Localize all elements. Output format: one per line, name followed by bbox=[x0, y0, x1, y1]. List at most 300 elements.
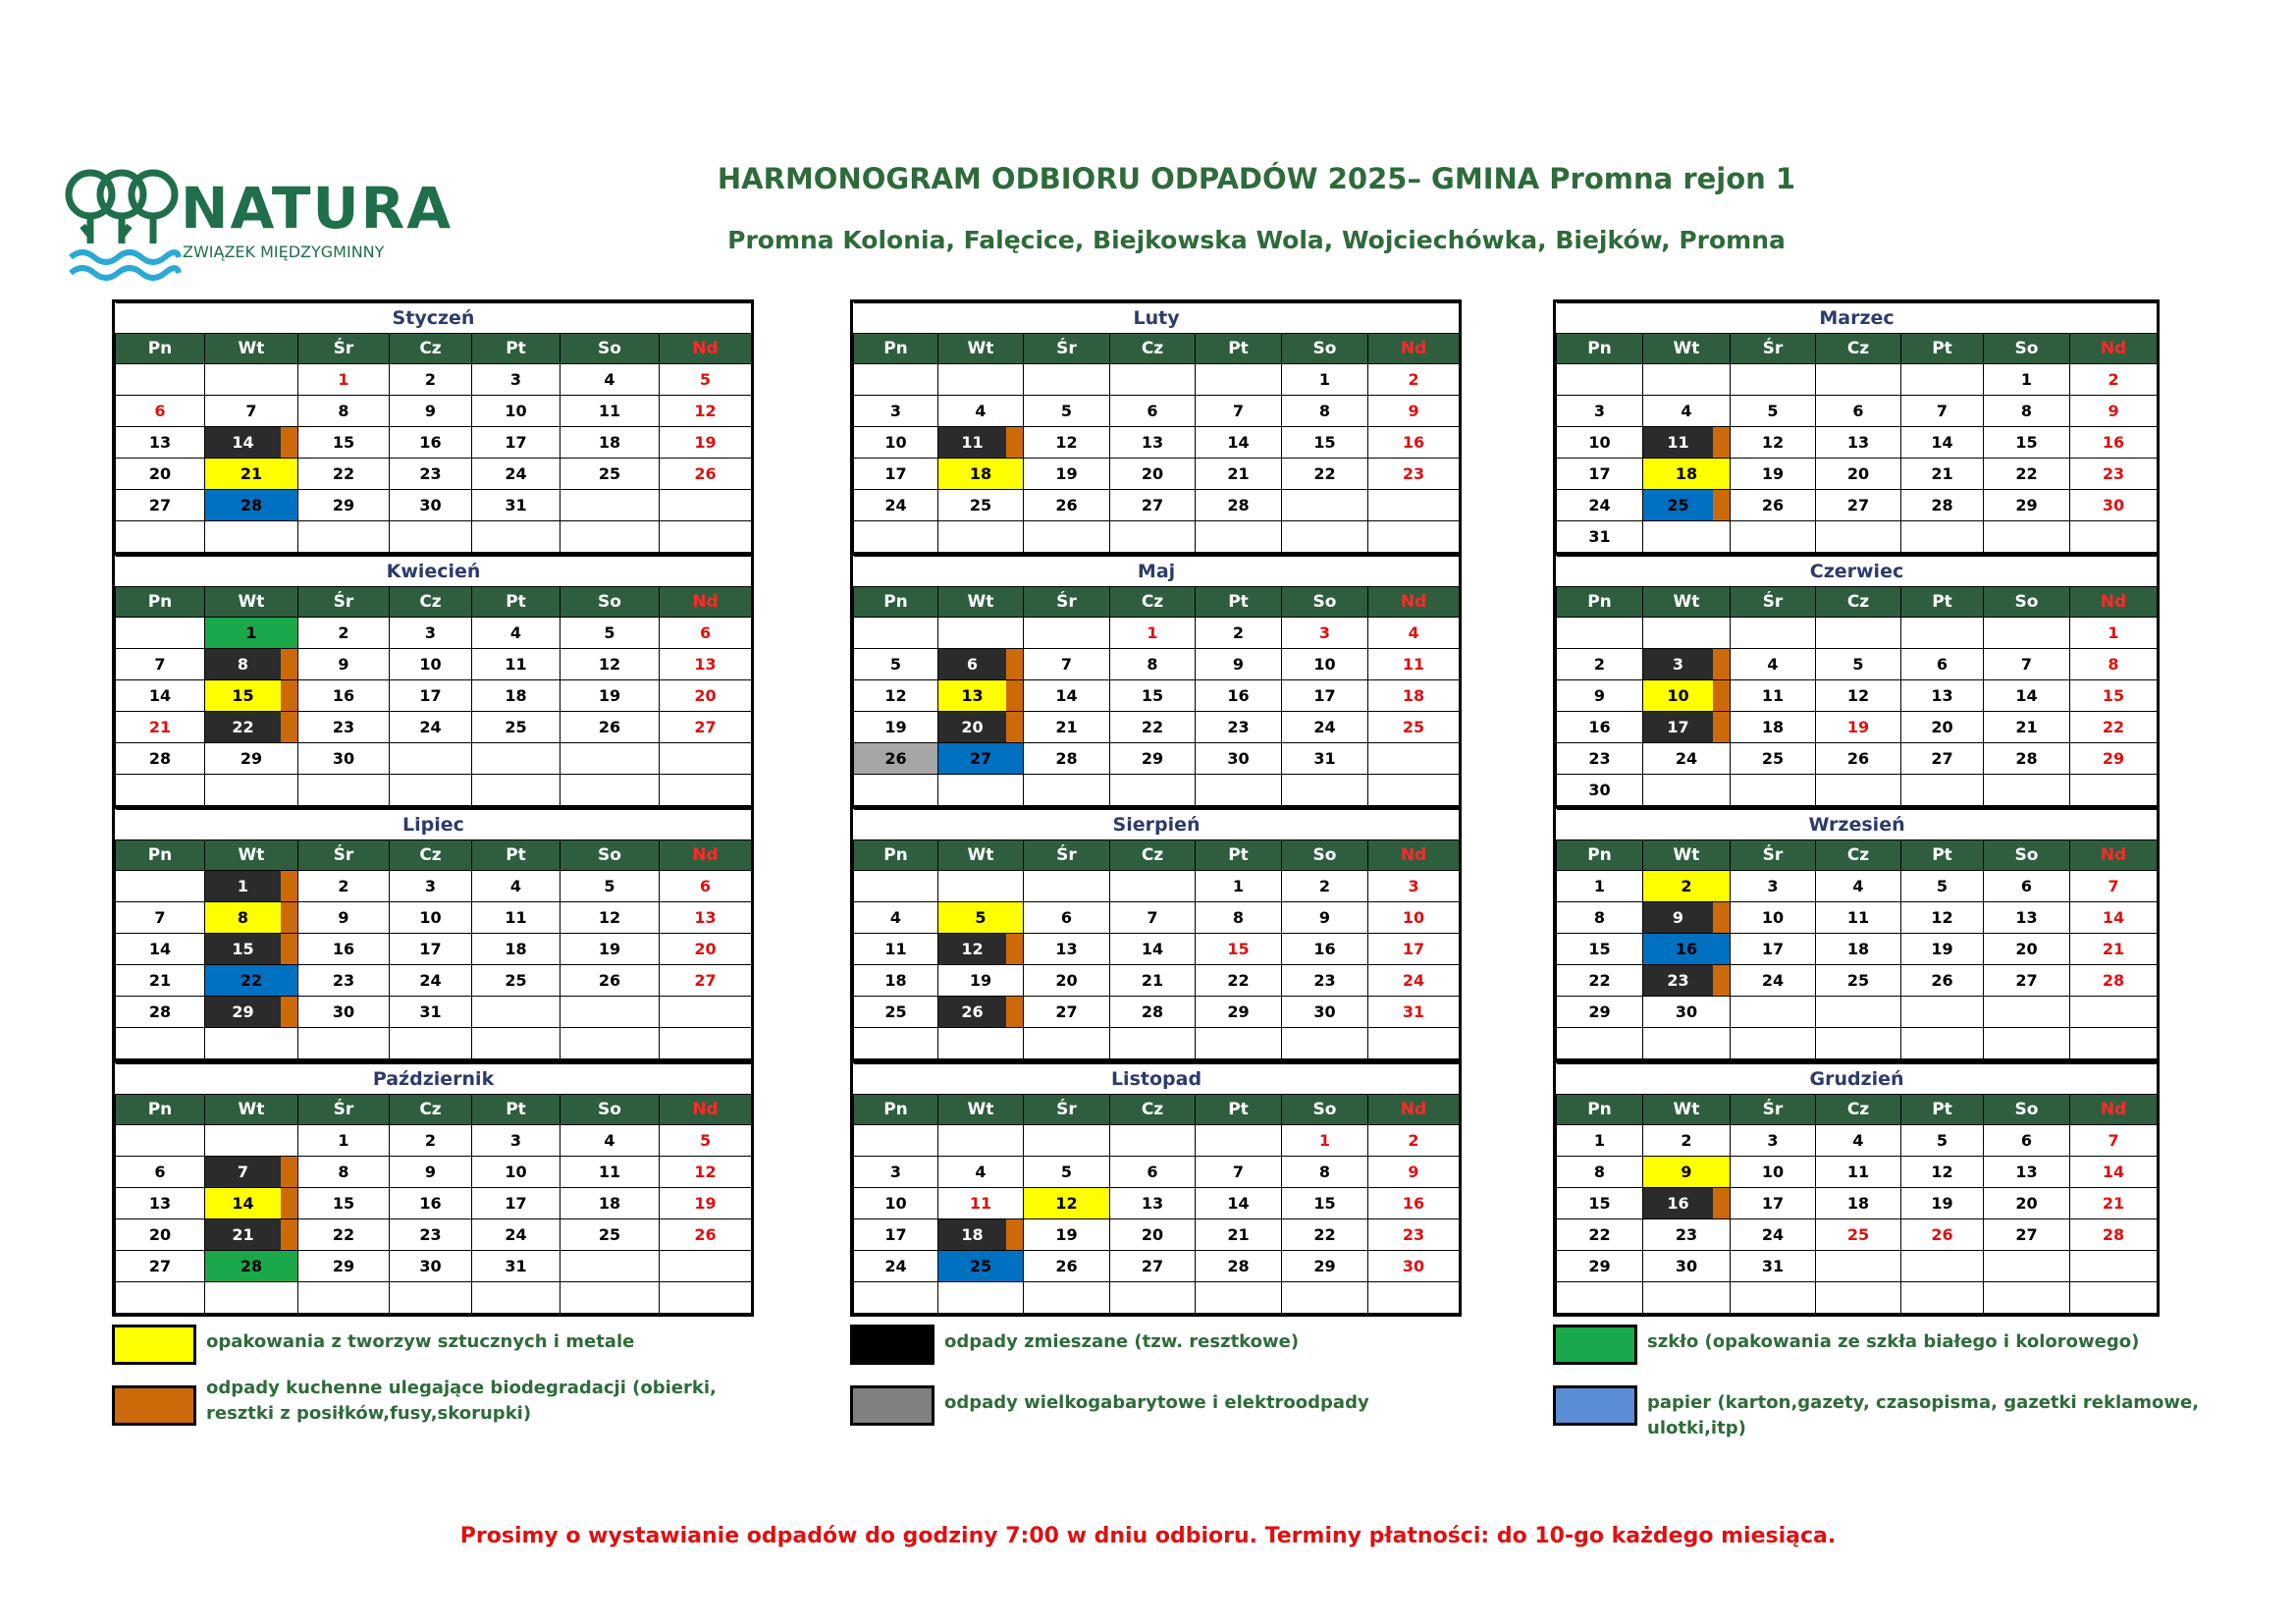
day-cell bbox=[938, 618, 1024, 649]
day-cell bbox=[1557, 618, 1643, 649]
day-cell: 2 bbox=[1368, 1125, 1460, 1157]
day-cell: 8 bbox=[298, 1157, 390, 1188]
day-cell: 27 bbox=[1024, 997, 1110, 1028]
day-cell: 13 bbox=[660, 902, 752, 934]
day-cell: 15 bbox=[1984, 427, 2070, 459]
day-cell: 31 bbox=[472, 1251, 561, 1282]
day-cell: 29 bbox=[1282, 1251, 1368, 1282]
day-cell: 11 bbox=[1731, 680, 1816, 712]
day-cell bbox=[1901, 364, 1984, 396]
pickup-day-cell: 28 bbox=[205, 490, 298, 521]
day-cell bbox=[1731, 1282, 1816, 1314]
day-cell: 4 bbox=[472, 618, 561, 649]
day-cell bbox=[938, 1028, 1024, 1059]
weekday-header: Śr bbox=[1731, 334, 1816, 364]
weekday-header: Nd bbox=[1368, 587, 1460, 618]
day-cell: 27 bbox=[116, 490, 205, 521]
day-cell: 9 bbox=[298, 649, 390, 680]
day-cell bbox=[561, 521, 660, 553]
weekday-header: Wt bbox=[1643, 334, 1731, 364]
pickup-day-cell: 18 bbox=[938, 1219, 1024, 1251]
day-cell: 30 bbox=[298, 743, 390, 775]
weekday-header: So bbox=[561, 334, 660, 364]
weekday-header: Pt bbox=[1196, 587, 1282, 618]
day-cell: 30 bbox=[390, 1251, 472, 1282]
day-cell: 6 bbox=[116, 396, 205, 427]
day-cell: 17 bbox=[1731, 1188, 1816, 1219]
weekday-header: Śr bbox=[298, 334, 390, 364]
day-cell bbox=[1110, 521, 1196, 553]
day-cell: 25 bbox=[1816, 965, 1901, 997]
weekday-header: Pn bbox=[1557, 1095, 1643, 1125]
weekday-header: Pt bbox=[1901, 840, 1984, 871]
weekday-header: Wt bbox=[1643, 587, 1731, 618]
day-cell bbox=[854, 1282, 938, 1314]
page-title: HARMONOGRAM ODBIORU ODPADÓW 2025– GMINA Promna rejon 1 bbox=[717, 162, 1796, 195]
legend-swatch bbox=[112, 1385, 196, 1426]
pickup-day-cell: 26 bbox=[854, 743, 938, 775]
day-cell: 12 bbox=[1816, 680, 1901, 712]
day-cell: 13 bbox=[116, 427, 205, 459]
pickup-day-cell: 8 bbox=[205, 649, 298, 680]
day-cell bbox=[116, 1282, 205, 1314]
day-cell bbox=[1731, 775, 1816, 806]
day-cell: 4 bbox=[938, 1157, 1024, 1188]
day-cell bbox=[1816, 1282, 1901, 1314]
day-cell: 22 bbox=[1196, 965, 1282, 997]
day-cell: 3 bbox=[854, 1157, 938, 1188]
day-cell: 8 bbox=[298, 396, 390, 427]
day-cell bbox=[1196, 521, 1282, 553]
weekday-header: Cz bbox=[1110, 334, 1196, 364]
day-cell: 19 bbox=[660, 427, 752, 459]
day-cell: 11 bbox=[472, 902, 561, 934]
day-cell bbox=[2070, 1282, 2158, 1314]
day-cell: 3 bbox=[1557, 396, 1643, 427]
day-cell bbox=[1196, 1125, 1282, 1157]
pickup-day-cell: 18 bbox=[1643, 459, 1731, 490]
day-cell: 2 bbox=[298, 618, 390, 649]
day-cell: 16 bbox=[298, 680, 390, 712]
day-cell: 14 bbox=[1901, 427, 1984, 459]
pickup-day-cell: 18 bbox=[938, 459, 1024, 490]
day-cell: 2 bbox=[390, 364, 472, 396]
day-cell bbox=[1731, 364, 1816, 396]
day-cell bbox=[1816, 997, 1901, 1028]
pickup-day-cell: 26 bbox=[938, 997, 1024, 1028]
day-cell: 2 bbox=[1196, 618, 1282, 649]
day-cell bbox=[1368, 775, 1460, 806]
day-cell: 22 bbox=[1282, 459, 1368, 490]
day-cell: 11 bbox=[938, 1188, 1024, 1219]
day-cell bbox=[1282, 775, 1368, 806]
day-cell: 16 bbox=[1196, 680, 1282, 712]
day-cell: 17 bbox=[854, 459, 938, 490]
day-cell: 17 bbox=[1557, 459, 1643, 490]
day-cell: 18 bbox=[472, 934, 561, 965]
day-cell: 6 bbox=[660, 618, 752, 649]
day-cell: 29 bbox=[205, 743, 298, 775]
weekday-header: Pt bbox=[1196, 840, 1282, 871]
day-cell: 18 bbox=[561, 427, 660, 459]
day-cell: 22 bbox=[298, 1219, 390, 1251]
day-cell: 20 bbox=[1110, 459, 1196, 490]
weekday-header: Śr bbox=[1024, 840, 1110, 871]
day-cell: 30 bbox=[1282, 997, 1368, 1028]
day-cell: 21 bbox=[1024, 712, 1110, 743]
day-cell: 7 bbox=[116, 902, 205, 934]
pickup-day-cell: 25 bbox=[1643, 490, 1731, 521]
day-cell: 21 bbox=[116, 965, 205, 997]
day-cell: 21 bbox=[2070, 1188, 2158, 1219]
weekday-header: Śr bbox=[1024, 1095, 1110, 1125]
day-cell bbox=[1643, 618, 1731, 649]
day-cell: 1 bbox=[1110, 618, 1196, 649]
day-cell bbox=[1196, 775, 1282, 806]
day-cell bbox=[1110, 1028, 1196, 1059]
day-cell: 30 bbox=[2070, 490, 2158, 521]
month-name: Listopad bbox=[854, 1064, 1460, 1095]
day-cell: 15 bbox=[1282, 427, 1368, 459]
day-cell bbox=[1368, 1028, 1460, 1059]
weekday-header: Śr bbox=[298, 587, 390, 618]
day-cell: 2 bbox=[1557, 649, 1643, 680]
day-cell bbox=[561, 1028, 660, 1059]
day-cell: 17 bbox=[472, 427, 561, 459]
day-cell: 22 bbox=[2070, 712, 2158, 743]
day-cell: 4 bbox=[1731, 649, 1816, 680]
weekday-header: Pn bbox=[116, 587, 205, 618]
weekday-header: Wt bbox=[205, 587, 298, 618]
pickup-day-cell: 15 bbox=[205, 934, 298, 965]
day-cell: 8 bbox=[1557, 1157, 1643, 1188]
day-cell bbox=[2070, 521, 2158, 553]
day-cell: 3 bbox=[854, 396, 938, 427]
day-cell bbox=[1984, 1282, 2070, 1314]
pickup-day-cell: 12 bbox=[1024, 1188, 1110, 1219]
month-name: Październik bbox=[116, 1064, 752, 1095]
day-cell: 19 bbox=[938, 965, 1024, 997]
month-calendar bbox=[850, 806, 1462, 1062]
day-cell: 23 bbox=[1368, 459, 1460, 490]
day-cell: 20 bbox=[116, 1219, 205, 1251]
day-cell: 24 bbox=[1731, 1219, 1816, 1251]
pickup-day-cell: 14 bbox=[205, 1188, 298, 1219]
day-cell: 16 bbox=[390, 427, 472, 459]
pickup-day-cell: 12 bbox=[938, 934, 1024, 965]
day-cell: 18 bbox=[1816, 1188, 1901, 1219]
day-cell: 27 bbox=[1984, 1219, 2070, 1251]
weekday-header: Cz bbox=[1816, 1095, 1901, 1125]
day-cell: 18 bbox=[472, 680, 561, 712]
day-cell: 23 bbox=[298, 712, 390, 743]
day-cell: 20 bbox=[1024, 965, 1110, 997]
day-cell bbox=[116, 871, 205, 902]
pickup-day-cell: 9 bbox=[1643, 902, 1731, 934]
day-cell: 18 bbox=[1368, 680, 1460, 712]
weekday-header: So bbox=[561, 840, 660, 871]
day-cell bbox=[561, 775, 660, 806]
day-cell bbox=[116, 1125, 205, 1157]
day-cell: 2 bbox=[2070, 364, 2158, 396]
day-cell: 28 bbox=[1901, 490, 1984, 521]
day-cell: 5 bbox=[1731, 396, 1816, 427]
day-cell: 17 bbox=[1731, 934, 1816, 965]
day-cell: 5 bbox=[561, 871, 660, 902]
day-cell bbox=[1901, 997, 1984, 1028]
day-cell: 1 bbox=[1557, 871, 1643, 902]
month-calendar bbox=[1553, 553, 2160, 809]
day-cell: 13 bbox=[1024, 934, 1110, 965]
pickup-day-cell: 22 bbox=[205, 965, 298, 997]
day-cell: 4 bbox=[938, 396, 1024, 427]
day-cell: 9 bbox=[1196, 649, 1282, 680]
day-cell: 11 bbox=[561, 396, 660, 427]
day-cell: 26 bbox=[561, 965, 660, 997]
day-cell: 7 bbox=[205, 396, 298, 427]
day-cell: 12 bbox=[854, 680, 938, 712]
day-cell: 14 bbox=[116, 680, 205, 712]
pickup-day-cell: 20 bbox=[938, 712, 1024, 743]
day-cell bbox=[1024, 871, 1110, 902]
day-cell bbox=[472, 521, 561, 553]
day-cell bbox=[1282, 1282, 1368, 1314]
day-cell bbox=[116, 521, 205, 553]
month-calendar bbox=[850, 553, 1462, 809]
day-cell: 26 bbox=[1024, 1251, 1110, 1282]
day-cell bbox=[1368, 743, 1460, 775]
pickup-day-cell: 9 bbox=[1643, 1157, 1731, 1188]
day-cell bbox=[854, 1028, 938, 1059]
weekday-header: Nd bbox=[2070, 1095, 2158, 1125]
pickup-day-cell: 1 bbox=[205, 871, 298, 902]
day-cell: 14 bbox=[1196, 1188, 1282, 1219]
day-cell: 10 bbox=[472, 396, 561, 427]
day-cell bbox=[298, 775, 390, 806]
day-cell bbox=[472, 997, 561, 1028]
day-cell: 26 bbox=[1731, 490, 1816, 521]
day-cell: 10 bbox=[1731, 902, 1816, 934]
day-cell: 17 bbox=[472, 1188, 561, 1219]
day-cell bbox=[1368, 490, 1460, 521]
day-cell bbox=[298, 521, 390, 553]
day-cell: 10 bbox=[854, 1188, 938, 1219]
weekday-header: Śr bbox=[1024, 334, 1110, 364]
day-cell: 24 bbox=[1368, 965, 1460, 997]
day-cell bbox=[2070, 1251, 2158, 1282]
day-cell: 10 bbox=[472, 1157, 561, 1188]
weekday-header: Nd bbox=[660, 334, 752, 364]
weekday-header: So bbox=[1984, 587, 2070, 618]
day-cell: 2 bbox=[390, 1125, 472, 1157]
day-cell: 26 bbox=[1901, 965, 1984, 997]
day-cell: 9 bbox=[1368, 396, 1460, 427]
day-cell: 25 bbox=[854, 997, 938, 1028]
day-cell bbox=[1024, 364, 1110, 396]
day-cell: 3 bbox=[1731, 871, 1816, 902]
day-cell: 24 bbox=[854, 1251, 938, 1282]
day-cell: 9 bbox=[390, 1157, 472, 1188]
day-cell bbox=[938, 775, 1024, 806]
month-name: Sierpień bbox=[854, 810, 1460, 840]
month-calendar bbox=[112, 806, 754, 1062]
weekday-header: Pt bbox=[1901, 587, 1984, 618]
weekday-header: Nd bbox=[2070, 587, 2158, 618]
day-cell: 21 bbox=[1901, 459, 1984, 490]
day-cell: 27 bbox=[1901, 743, 1984, 775]
waves-icon bbox=[71, 252, 179, 278]
day-cell: 5 bbox=[1816, 649, 1901, 680]
pickup-day-cell: 22 bbox=[205, 712, 298, 743]
day-cell bbox=[116, 1028, 205, 1059]
weekday-header: Wt bbox=[938, 840, 1024, 871]
day-cell: 24 bbox=[390, 965, 472, 997]
legend-label: odpady kuchenne ulegające biodegradacji (obierki, resztki z posiłków,fusy,skorupki) bbox=[206, 1378, 717, 1424]
day-cell: 14 bbox=[1196, 427, 1282, 459]
natura-logo bbox=[61, 167, 454, 295]
day-cell: 7 bbox=[1984, 649, 2070, 680]
pickup-day-cell: 11 bbox=[938, 427, 1024, 459]
day-cell bbox=[1110, 364, 1196, 396]
day-cell bbox=[938, 1282, 1024, 1314]
day-cell: 2 bbox=[1643, 1125, 1731, 1157]
weekday-header: Nd bbox=[1368, 1095, 1460, 1125]
legend-swatch bbox=[850, 1385, 934, 1426]
day-cell: 17 bbox=[1368, 934, 1460, 965]
month-name: Marzec bbox=[1557, 303, 2158, 334]
day-cell: 8 bbox=[1282, 396, 1368, 427]
day-cell: 10 bbox=[390, 649, 472, 680]
day-cell bbox=[561, 1282, 660, 1314]
day-cell: 25 bbox=[1816, 1219, 1901, 1251]
weekday-header: Wt bbox=[938, 1095, 1024, 1125]
day-cell: 3 bbox=[1282, 618, 1368, 649]
day-cell bbox=[1984, 618, 2070, 649]
day-cell: 4 bbox=[472, 871, 561, 902]
weekday-header: Cz bbox=[390, 587, 472, 618]
day-cell: 18 bbox=[561, 1188, 660, 1219]
day-cell: 26 bbox=[660, 459, 752, 490]
day-cell: 29 bbox=[1984, 490, 2070, 521]
day-cell: 1 bbox=[1984, 364, 2070, 396]
day-cell: 30 bbox=[1643, 1251, 1731, 1282]
day-cell: 17 bbox=[854, 1219, 938, 1251]
day-cell bbox=[561, 1251, 660, 1282]
day-cell: 25 bbox=[938, 490, 1024, 521]
weekday-header: So bbox=[1282, 587, 1368, 618]
day-cell bbox=[1731, 521, 1816, 553]
day-cell: 4 bbox=[1816, 1125, 1901, 1157]
day-cell bbox=[660, 521, 752, 553]
day-cell: 10 bbox=[854, 427, 938, 459]
day-cell: 7 bbox=[1901, 396, 1984, 427]
day-cell bbox=[472, 1282, 561, 1314]
pickup-day-cell: 17 bbox=[1643, 712, 1731, 743]
day-cell bbox=[1024, 521, 1110, 553]
pickup-day-cell: 5 bbox=[938, 902, 1024, 934]
day-cell: 8 bbox=[1282, 1157, 1368, 1188]
day-cell bbox=[938, 364, 1024, 396]
day-cell bbox=[2070, 997, 2158, 1028]
day-cell: 7 bbox=[1196, 1157, 1282, 1188]
day-cell bbox=[660, 743, 752, 775]
month-name: Styczeń bbox=[116, 303, 752, 334]
day-cell: 1 bbox=[298, 364, 390, 396]
day-cell bbox=[1901, 1282, 1984, 1314]
day-cell: 8 bbox=[1110, 649, 1196, 680]
day-cell: 1 bbox=[1282, 364, 1368, 396]
day-cell bbox=[660, 1251, 752, 1282]
day-cell bbox=[1901, 521, 1984, 553]
day-cell: 14 bbox=[1024, 680, 1110, 712]
weekday-header: Pt bbox=[472, 1095, 561, 1125]
day-cell: 30 bbox=[1643, 997, 1731, 1028]
day-cell: 6 bbox=[1816, 396, 1901, 427]
day-cell: 1 bbox=[1196, 871, 1282, 902]
day-cell bbox=[1984, 775, 2070, 806]
day-cell: 4 bbox=[1368, 618, 1460, 649]
day-cell: 22 bbox=[1110, 712, 1196, 743]
day-cell: 18 bbox=[854, 965, 938, 997]
day-cell: 29 bbox=[298, 490, 390, 521]
pickup-day-cell: 21 bbox=[205, 1219, 298, 1251]
day-cell: 4 bbox=[561, 364, 660, 396]
day-cell bbox=[1984, 997, 2070, 1028]
weekday-header: So bbox=[561, 587, 660, 618]
day-cell bbox=[1816, 775, 1901, 806]
day-cell bbox=[1984, 1028, 2070, 1059]
weekday-header: Pt bbox=[472, 587, 561, 618]
weekday-header: Pn bbox=[116, 334, 205, 364]
day-cell: 31 bbox=[1731, 1251, 1816, 1282]
day-cell: 27 bbox=[1110, 490, 1196, 521]
day-cell bbox=[561, 743, 660, 775]
weekday-header: Pn bbox=[854, 587, 938, 618]
day-cell: 28 bbox=[1196, 490, 1282, 521]
day-cell: 10 bbox=[390, 902, 472, 934]
day-cell: 19 bbox=[1901, 1188, 1984, 1219]
day-cell: 6 bbox=[1110, 396, 1196, 427]
month-name: Wrzesień bbox=[1557, 810, 2158, 840]
day-cell bbox=[938, 521, 1024, 553]
day-cell: 13 bbox=[1984, 1157, 2070, 1188]
month-calendar bbox=[112, 299, 754, 556]
day-cell: 21 bbox=[1984, 712, 2070, 743]
day-cell: 5 bbox=[660, 364, 752, 396]
weekday-header: Wt bbox=[205, 334, 298, 364]
day-cell: 29 bbox=[1557, 1251, 1643, 1282]
day-cell: 19 bbox=[1731, 459, 1816, 490]
day-cell: 1 bbox=[1557, 1125, 1643, 1157]
day-cell: 23 bbox=[1196, 712, 1282, 743]
day-cell: 14 bbox=[1110, 934, 1196, 965]
day-cell: 20 bbox=[1984, 934, 2070, 965]
day-cell bbox=[1282, 490, 1368, 521]
weekday-header: Pn bbox=[116, 1095, 205, 1125]
day-cell: 27 bbox=[1816, 490, 1901, 521]
day-cell bbox=[1901, 1251, 1984, 1282]
day-cell: 18 bbox=[1731, 712, 1816, 743]
day-cell bbox=[1731, 618, 1816, 649]
day-cell bbox=[1110, 1125, 1196, 1157]
day-cell: 1 bbox=[2070, 618, 2158, 649]
day-cell: 21 bbox=[1110, 965, 1196, 997]
day-cell: 17 bbox=[390, 934, 472, 965]
day-cell: 23 bbox=[390, 459, 472, 490]
day-cell: 5 bbox=[1024, 396, 1110, 427]
day-cell bbox=[854, 521, 938, 553]
day-cell bbox=[938, 1125, 1024, 1157]
